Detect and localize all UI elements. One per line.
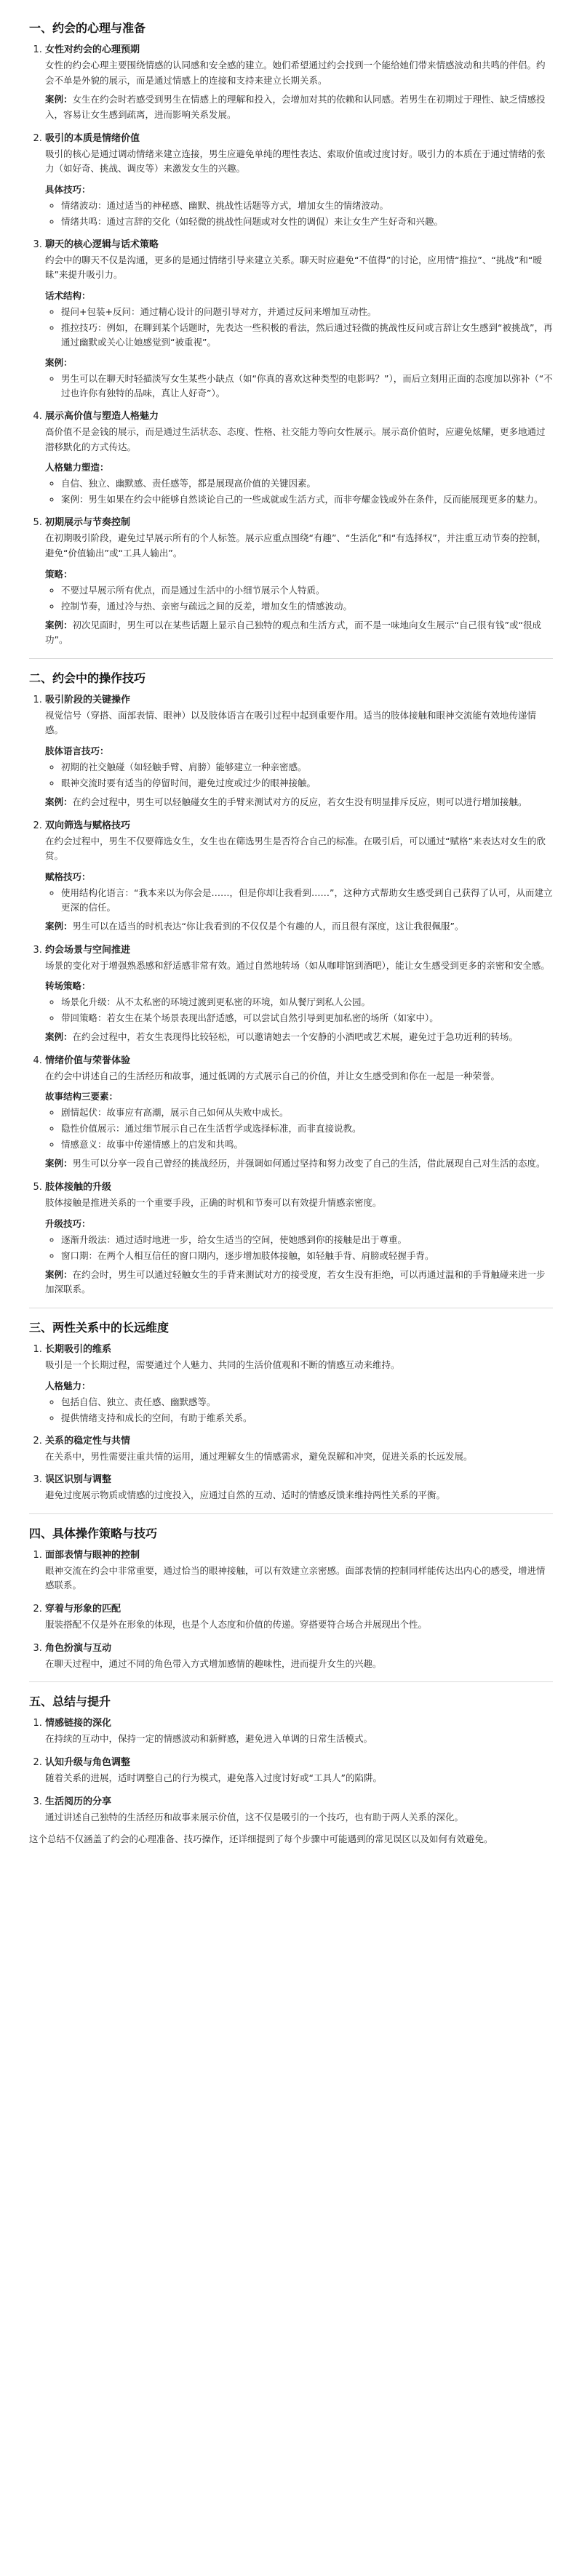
subsection — [45, 514, 553, 648]
subsection — [45, 1179, 553, 1297]
subsection-title: 1. 吸引阶段的关键操作 — [45, 694, 131, 705]
subsection — [45, 408, 553, 507]
subsection-list — [29, 41, 553, 648]
section-divider — [29, 1681, 553, 1682]
subsection-title: 1. 情感链接的深化 — [45, 1718, 112, 1729]
paragraph: 视觉信号（穿搭、面部表情、眼神）以及肢体语言在吸引过程中起到重要作用。适当的肢体接触和眼神交流能有效地传递情感。 — [45, 709, 537, 736]
paragraph: 吸引的核心是通过调动情绪来建立连接，男生应避免单纯的理性表达、索取价值或过度讨好。吸引力的本质在于通过情绪的张力（如好奇、挑战、调皮等）来激发女生的兴趣。 — [45, 148, 546, 175]
case-example — [45, 1156, 553, 1172]
case-example — [45, 1268, 553, 1297]
paragraph: 服装搭配不仅是外在形象的体现，也是个人态度和价值的传递。穿搭要符合场合并展现出个性。 — [45, 1619, 428, 1630]
subsection — [45, 1640, 553, 1672]
section-title: 二、约会中的操作技巧 — [29, 671, 146, 685]
case-prefix: 案例： — [45, 1268, 73, 1280]
bullet-item: ◦ 使用结构化语言：“我本来以为你会是……，但是你却让我看到……”，这种方式帮助女生感受到自己获得了认可，从而建立更深的信任。 — [61, 886, 553, 915]
section-title: 三、两性关系中的长远维度 — [29, 1320, 170, 1335]
bullet-list — [45, 1233, 553, 1263]
subsection — [45, 1547, 553, 1593]
case-text: 在约会过程中，男生可以轻触碰女生的手臂来测试对方的反应，若女生没有明显排斥反应，则可以进行增加接触。 — [72, 796, 527, 807]
subsection-label: 升级技巧： — [45, 1217, 91, 1229]
bullet-list — [45, 199, 553, 229]
subsection-list — [29, 1547, 553, 1672]
bullet-list — [45, 1395, 553, 1425]
subsection — [45, 1601, 553, 1633]
subsection-title: 2. 穿着与形象的匹配 — [45, 1604, 121, 1615]
case-bullet-item: ◦ 男生可以在聊天时轻描淡写女生某些小缺点（如“你真的喜欢这种类型的电影吗？”），而后立刻用正面的态度加以弥补（“不过也许你有独特的品味，真让人好奇”）。 — [61, 372, 553, 401]
bullet-item: ◦ 不要过早展示所有优点，而是通过生活中的小细节展示个人特质。 — [61, 583, 553, 598]
paragraph: 眼神交流在约会中非常重要，通过恰当的眼神接触，可以有效建立亲密感。面部表情的控制同样能传达出内心的感受，增进情感联系。 — [45, 1564, 546, 1591]
case-example — [45, 92, 553, 122]
paragraph: 在聊天过程中，通过不同的角色带入方式增加感情的趣味性，进而提升女生的兴趣。 — [45, 1657, 382, 1669]
bullet-list — [45, 476, 553, 507]
paragraph: 约会中的聊天不仅是沟通，更多的是通过情绪引导来建立关系。聊天时应避免“不值得”的讨论，应用情“推拉”、“挑战”和“暧昧”来提升吸引力。 — [45, 254, 542, 281]
section-title: 五、总结与提升 — [29, 1695, 111, 1709]
case-text: 男生可以在适当的时机表达“你让我看到的不仅仅是个有趣的人，而且很有深度，这让我很佩服”。 — [72, 920, 464, 932]
bullet-item: ◦ 隐性价值展示：通过细节展示自己在生活哲学或选择标准，而非直接说教。 — [61, 1121, 553, 1136]
section-title: 一、约会的心理与准备 — [29, 21, 146, 35]
bullet-item: ◦ 初期的社交触碰（如轻触手臂、肩膀）能够建立一种亲密感。 — [61, 760, 553, 775]
subsection-label: 话术结构： — [45, 290, 91, 301]
paragraph: 在约会过程中，男生不仅要筛选女生，女生也在筛选男生是否符合自己的标准。在吸引后，可以通过“赋格”来表达对女生的欣赏。 — [45, 835, 546, 862]
subsection-label: 故事结构三要素： — [45, 1091, 119, 1103]
subsection — [45, 1715, 553, 1747]
paragraph: 在持续的互动中，保持一定的情感波动和新鲜感，避免进入单调的日常生活模式。 — [45, 1733, 373, 1745]
bullet-list — [45, 760, 553, 791]
bullet-item: ◦ 情感意义：故事中传递情感上的启发和共鸣。 — [61, 1137, 553, 1152]
subsection-label: 人格魅力塑造： — [45, 462, 109, 473]
bullet-item: ◦ 包括自信、独立、责任感、幽默感等。 — [61, 1395, 553, 1409]
bullet-list — [45, 305, 553, 350]
subsection-title: 3. 误区识别与调整 — [45, 1474, 112, 1486]
case-prefix: 案例： — [45, 1031, 73, 1043]
subsection — [45, 236, 553, 401]
bullet-item: ◦ 逐渐升级法：通过适时地进一步，给女生适当的空间，使她感到你的接触是出于尊重。 — [61, 1233, 553, 1247]
subsection-title: 5. 肢体接触的升级 — [45, 1182, 112, 1193]
subsection — [45, 1754, 553, 1786]
subsection-title: 4. 展示高价值与塑造人格魅力 — [45, 411, 159, 422]
subsection — [45, 1341, 553, 1425]
subsection-title: 3. 角色扮演与互动 — [45, 1642, 112, 1654]
subsection — [45, 692, 553, 810]
section-divider — [29, 658, 553, 659]
bullet-item: ◦ 情绪共鸣：通过言辞的交化（如轻微的挑战性问题或对女性的调侃）来让女生产生好奇和兴趣。 — [61, 215, 553, 229]
paragraph: 在约会中讲述自己的生活经历和故事，通过低调的方式展示自己的价值，并让女生感受到和你在一起是一种荣誉。 — [45, 1070, 501, 1081]
subsection-list — [29, 1341, 553, 1503]
subsection-list — [29, 1715, 553, 1825]
case-text: 男生可以分享一段自己曾经的挑战经历，并强调如何通过坚持和努力改变了自己的生活，借此展现自己对生活的态度。 — [72, 1158, 546, 1169]
paragraph: 在关系中，男性需要注重共情的运用，通过理解女生的情感需求，避免误解和冲突，促进关系的长远发展。 — [45, 1450, 473, 1462]
case-example — [45, 618, 553, 648]
subsection-title: 1. 长期吸引的维系 — [45, 1343, 112, 1355]
bullet-item: ◦ 案例：男生如果在约会中能够自然谈论自己的一些成就或生活方式，而非夸耀金钱或外在条件，反而能展现更多的魅力。 — [61, 492, 553, 507]
subsection-title: 3. 聊天的核心逻辑与话术策略 — [45, 239, 159, 250]
subsection-label: 转场策略： — [45, 980, 91, 992]
case-prefix: 案例： — [45, 920, 73, 932]
case-label: 案例： — [45, 357, 73, 368]
subsection-label: 肢体语言技巧： — [45, 745, 109, 756]
paragraph: 女性的约会心理主要围绕情感的认同感和安全感的建立。她们希望通过约会找到一个能给她们带来情感波动和共鸣的伴侣。约会不单是外貌的展示，而是通过情感上的连接和支持来建立长期关系。 — [45, 60, 546, 86]
subsection-title: 3. 约会场景与空间推进 — [45, 944, 131, 956]
subsection-title: 2. 吸引的本质是情绪价值 — [45, 132, 140, 144]
paragraph: 避免过度展示物质或情感的过度投入，应通过自然的互动、适时的情感反馈来维持两性关系的平衡。 — [45, 1489, 446, 1501]
section-divider — [29, 1513, 553, 1514]
subsection — [45, 817, 553, 935]
subsection — [45, 1471, 553, 1503]
bullet-list — [45, 583, 553, 614]
paragraph: 吸引是一个长期过程，需要通过个人魅力、共同的生活价值观和不断的情感互动来维持。 — [45, 1359, 400, 1370]
bullet-item: ◦ 场景化升级：从不太私密的环境过渡到更私密的环境，如从餐厅到私人公园。 — [61, 995, 553, 1009]
case-text: 初次见面时，男生可以在某些话题上显示自己独特的观点和生活方式，而不是一味地向女生展示“自己很有钱”或“很成功”。 — [45, 619, 541, 646]
document — [15, 0, 567, 1869]
subsection-label: 人格魅力： — [45, 1380, 91, 1391]
subsection — [45, 942, 553, 1045]
closing-note: 这个总结不仅涵盖了约会的心理准备、技巧操作，还详细提到了每个步骤中可能遇到的常见误区以及如何有效避免。 — [29, 1833, 493, 1845]
case-bullet-list — [45, 372, 553, 401]
case-example — [45, 919, 553, 935]
bullet-item: ◦ 提问+包装+反问：通过精心设计的问题引导对方，并通过反问来增加互动性。 — [61, 305, 553, 319]
bullet-item: ◦ 眼神交流时要有适当的停留时间，避免过度或过少的眼神接触。 — [61, 776, 553, 791]
paragraph: 通过讲述自己独特的生活经历和故事来展示价值，这不仅是吸引的一个技巧，也有助于两人关系的深化。 — [45, 1811, 464, 1823]
case-example — [45, 795, 553, 810]
bullet-item: ◦ 情绪波动：通过适当的神秘感、幽默、挑战性话题等方式，增加女生的情绪波动。 — [61, 199, 553, 213]
bullet-item: ◦ 带回策略：若女生在某个场景表现出舒适感，可以尝试自然引导到更加私密的场所（如家中）。 — [61, 1011, 553, 1025]
case-text: 女生在约会时若感受到男生在情感上的理解和投入，会增加对其的依赖和认同感。若男生在初期过于理性、缺乏情感投入，容易让女生感到疏离，进而影响关系发展。 — [45, 94, 546, 120]
bullet-list — [45, 886, 553, 915]
case-prefix: 案例： — [45, 619, 73, 631]
case-prefix: 案例： — [45, 94, 73, 105]
subsection — [45, 1433, 553, 1465]
paragraph: 在初期吸引阶段，避免过早展示所有的个人标签。展示应重点围绕“有趣”、“生活化”和“有选择权”，并注重互动节奏的控制，避免“价值输出”或“工具人输出”。 — [45, 532, 546, 559]
subsection-label: 具体技巧： — [45, 183, 91, 195]
bullet-item: ◦ 推拉技巧：例如，在聊到某个话题时，先表达一些积极的看法，然后通过轻微的挑战性反问或言辞让女生感到“被挑战”，再通过幽默或关心让她感觉到“被重视”。 — [61, 321, 553, 350]
subsection-label: 赋格技巧： — [45, 871, 91, 882]
subsection-title: 2. 认知升级与角色调整 — [45, 1756, 131, 1768]
bullet-item: ◦ 自信、独立、幽默感、责任感等，都是展现高价值的关键因素。 — [61, 476, 553, 491]
subsection-title: 4. 情绪价值与荣誉体验 — [45, 1055, 131, 1066]
subsection — [45, 1793, 553, 1825]
bullet-item: ◦ 窗口期：在两个人相互信任的窗口期内，逐步增加肢体接触，如轻触手背、肩膀或轻握手背。 — [61, 1249, 553, 1263]
paragraph: 场景的变化对于增强熟悉感和舒适感非常有效。通过自然地转场（如从咖啡馆到酒吧），能让女生感受到更多的亲密和安全感。 — [45, 959, 550, 971]
bullet-list — [45, 1105, 553, 1152]
case-prefix: 案例： — [45, 1158, 73, 1169]
bullet-list — [45, 995, 553, 1025]
paragraph: 随着关系的进展，适时调整自己的行为模式，避免落入过度讨好或“工具人”的陷阱。 — [45, 1772, 382, 1783]
subsection-title: 2. 双向筛选与赋格技巧 — [45, 820, 131, 831]
case-text: 在约会过程中，若女生表现得比较轻松，可以邀请她去一个安静的小酒吧或艺术展，避免过于急功近利的转场。 — [72, 1031, 519, 1043]
case-example — [45, 1030, 553, 1045]
subsection — [45, 41, 553, 123]
paragraph: 高价值不是金钱的展示，而是通过生活状态、态度、性格、社交能力等向女性展示。展示高价值时，应避免炫耀，更多地通过潜移默化的方式传达。 — [45, 426, 546, 452]
subsection-label: 策略： — [45, 568, 73, 580]
subsection-title: 2. 关系的稳定性与共情 — [45, 1435, 131, 1447]
bullet-item: ◦ 剧情起伏：故事应有高潮，展示自己如何从失败中成长。 — [61, 1105, 553, 1120]
section-title: 四、具体操作策略与技巧 — [29, 1526, 158, 1540]
subsection-list — [29, 692, 553, 1297]
subsection-title: 1. 面部表情与眼神的控制 — [45, 1549, 140, 1561]
subsection-title: 5. 初期展示与节奏控制 — [45, 517, 131, 529]
subsection-title: 1. 女性对约会的心理预期 — [45, 44, 140, 55]
subsection-title: 3. 生活阅历的分享 — [45, 1796, 112, 1807]
case-prefix: 案例： — [45, 796, 73, 807]
subsection — [45, 1052, 553, 1172]
bullet-item: ◦ 控制节奏，通过冷与热、亲密与疏远之间的反差，增加女生的情感波动。 — [61, 599, 553, 614]
subsection — [45, 130, 553, 229]
case-text: 在约会时，男生可以通过轻触女生的手背来测试对方的接受度，若女生没有拒绝，可以再通过温和的手背触碰来进一步加深联系。 — [45, 1268, 546, 1295]
bullet-item: ◦ 提供情绪支持和成长的空间，有助于维系关系。 — [61, 1411, 553, 1425]
paragraph: 肢体接触是推进关系的一个重要手段，正确的时机和节奏可以有效提升情感亲密度。 — [45, 1197, 382, 1208]
